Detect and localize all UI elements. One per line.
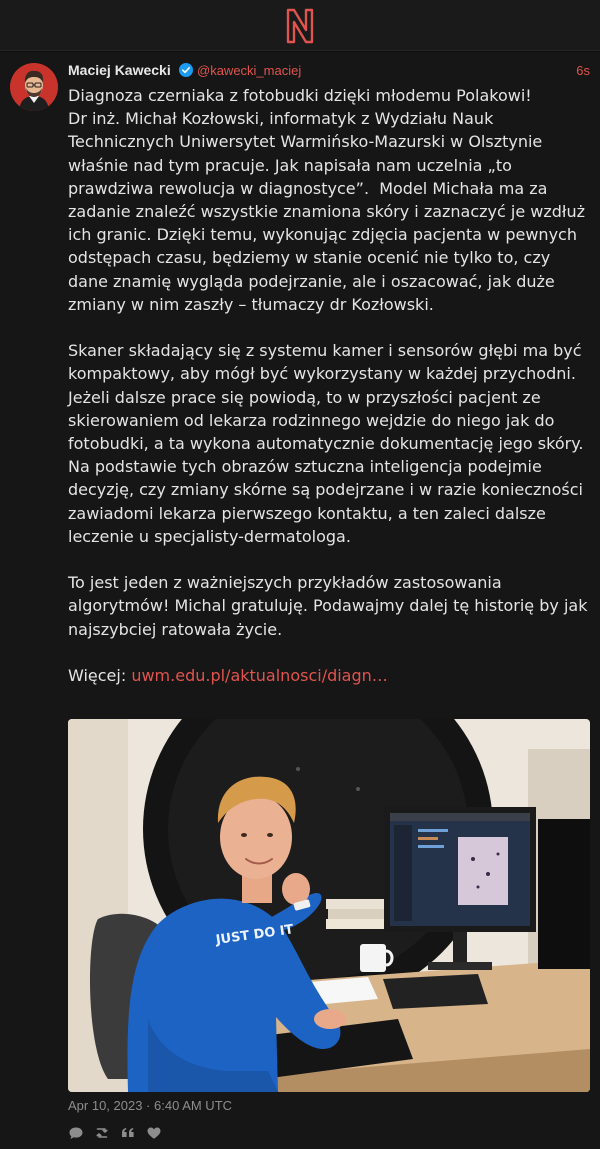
- nitter-n-logo-icon[interactable]: [285, 8, 315, 44]
- verified-icon: [179, 63, 193, 77]
- tweet-date[interactable]: Apr 10, 2023 · 6:40 AM UTC: [68, 1098, 233, 1113]
- quote-icon[interactable]: [120, 1126, 136, 1140]
- avatar[interactable]: [10, 63, 58, 111]
- more-label: Więcej:: [68, 666, 132, 686]
- handle[interactable]: @kawecki_maciej: [197, 63, 302, 78]
- tweet-paragraph-3: To jest jeden z ważniejszych przykładów zastosowania algorytmów! Michal gratuluję. Podawajmy dalej tę historię by jak najszybciej ratowała życie.: [68, 573, 593, 639]
- retweet-icon[interactable]: [94, 1126, 110, 1140]
- photo-shirt-text: JUST DO IT: [214, 922, 295, 949]
- tweet-content: [68, 84, 592, 710]
- tweet-time[interactable]: 6s: [576, 63, 590, 78]
- tweet-paragraph-1: Diagnoza czerniaka z fotobudki dzięki młodemu Polakowi! Dr inż. Michał Kozłowski, informatyk z Wydziału Nauk Technicznych Uniwersytet Warmińsko-Mazurski w Olsztynie właśnie nad tym pracuje. Jak napisała nam uczelnia „to prawdziwa rewolucja w diagnostyce”. Model Michała ma za zadanie znaleźć wszystkie znamiona skóry i zaznaczyć je wzdłuż ich granic. Dzięki temu, wykonując zdjęcia pacjenta w pewnych odstępach czasu, będziemy w stanie ocenić nie tylko to, czy dane znamię wygląda podejrzanie, ale i oszacować, jak duże zmiany w nim zaszły – tłumaczy dr Kozłowski.: [68, 86, 586, 314]
- more-link[interactable]: uwm.edu.pl/aktualnosci/diagn…: [131, 666, 388, 686]
- heart-icon[interactable]: [146, 1126, 162, 1140]
- tweet-stats: [68, 1124, 162, 1142]
- fullname[interactable]: Maciej Kawecki: [68, 62, 171, 78]
- top-navbar: [0, 0, 600, 51]
- more-line: [68, 664, 592, 687]
- tweet-header: [68, 60, 590, 82]
- tweet-paragraph-2: Skaner składający się z systemu kamer i sensorów głębi ma być kompaktowy, aby mógł być wykorzystany w każdej przychodni. Jeżeli dalsze prace się powiodą, to w przyszłości pacjent ze skierowaniem od lekarza rodzinnego wejdzie do niego jak do fotobudki, a ta wykona automatycznie dokumentację jego skóry. Na podstawie tych obrazów sztuczna inteligencja podejmie decyzję, czy zmiany skórne są podejrzane i w razie konieczności zawiadomi lekarza pierwszego kontaktu, a ten zaleci dalsze leczenie u specjalisty-dermatologa.: [68, 341, 589, 546]
- tweet-photo[interactable]: [68, 719, 590, 1092]
- comment-icon[interactable]: [68, 1126, 84, 1140]
